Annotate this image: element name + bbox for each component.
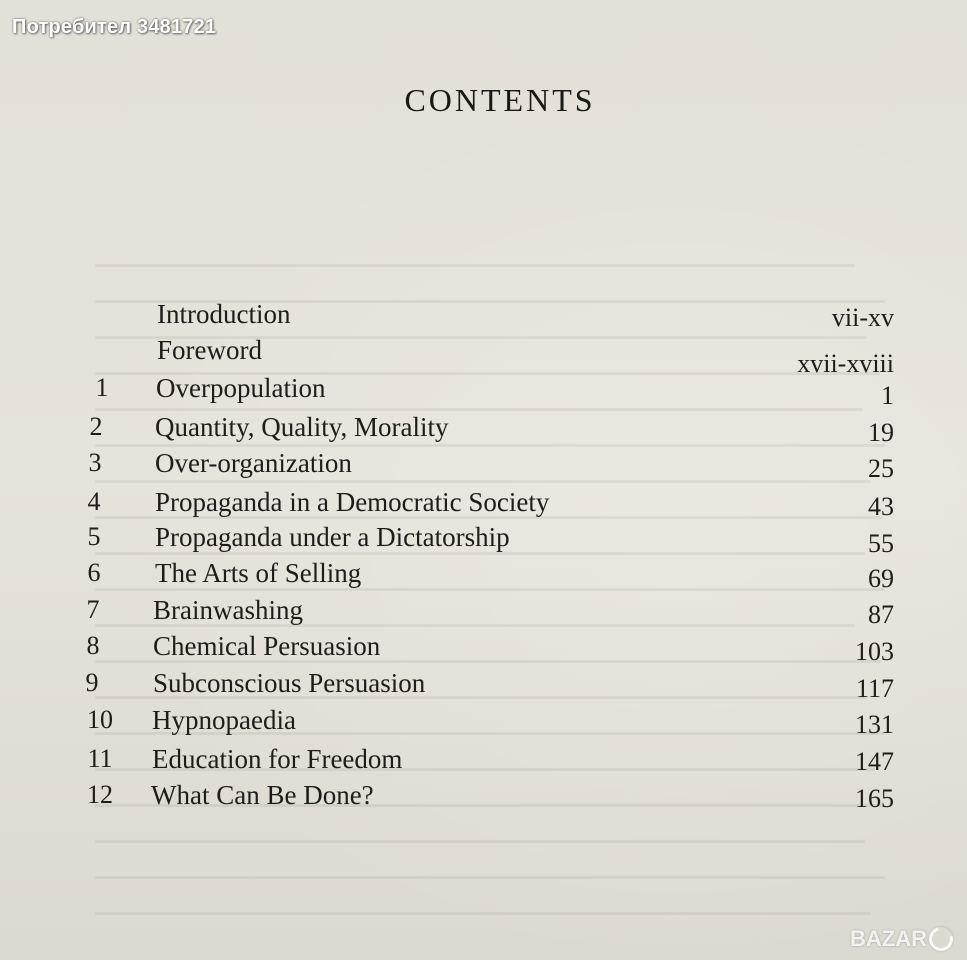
chapter-number: 4 xyxy=(87,487,101,516)
chapter-title: Chemical Persuasion xyxy=(153,631,381,661)
chapter-title: Hypnopaedia xyxy=(152,705,296,735)
uploader-watermark: Потребител 3481721 xyxy=(12,16,217,38)
chapter-title: Over-organization xyxy=(155,448,352,478)
chapter-number: 10 xyxy=(87,705,113,734)
chapter-title: Quantity, Quality, Morality xyxy=(155,412,449,442)
toc-row xyxy=(0,558,967,594)
toc-row xyxy=(0,448,967,484)
logo-text: BAZAR xyxy=(850,926,927,951)
chapter-title: Brainwashing xyxy=(153,595,303,625)
page-number: 147 xyxy=(855,747,894,776)
toc-row xyxy=(0,299,967,335)
chapter-number: 3 xyxy=(88,448,102,477)
page-number: 19 xyxy=(868,418,894,447)
page-number: 43 xyxy=(868,492,894,521)
toc-row xyxy=(0,487,967,523)
page-number: 131 xyxy=(855,710,894,739)
toc-row xyxy=(0,335,967,378)
toc-row xyxy=(0,522,967,558)
page-number: vii-xv xyxy=(831,303,894,332)
chapter-number: 6 xyxy=(87,558,101,587)
chapter-title: Propaganda in a Democratic Society xyxy=(155,487,550,517)
page-number: 1 xyxy=(881,381,894,410)
toc-row xyxy=(0,595,967,631)
toc-row xyxy=(0,705,967,741)
chapter-number: 9 xyxy=(85,668,99,697)
page-title: CONTENTS xyxy=(404,82,596,118)
chapter-title: The Arts of Selling xyxy=(155,558,362,588)
chapter-title: Education for Freedom xyxy=(152,744,403,774)
page-number: 117 xyxy=(855,674,894,703)
page-number: 25 xyxy=(868,454,894,483)
page-number: 165 xyxy=(855,784,894,813)
chapter-number: 2 xyxy=(89,412,103,441)
toc-row xyxy=(0,744,967,780)
page-number: 87 xyxy=(868,600,894,629)
chapter-title: What Can Be Done? xyxy=(151,780,374,810)
page-number: xvii-xviii xyxy=(797,349,894,378)
chapter-number: 7 xyxy=(86,595,100,624)
chapter-title: Foreword xyxy=(157,335,262,365)
site-logo xyxy=(850,926,953,952)
chapter-number: 12 xyxy=(87,780,113,809)
toc-row xyxy=(0,780,967,816)
logo-arc-icon xyxy=(925,923,958,956)
chapter-title: Subconscious Persuasion xyxy=(153,668,426,698)
toc-row xyxy=(0,631,967,667)
page-number: 55 xyxy=(868,529,894,558)
toc-row xyxy=(0,412,967,448)
page-number: 69 xyxy=(868,564,894,593)
toc-row xyxy=(0,668,967,704)
chapter-title: Overpopulation xyxy=(156,373,326,403)
chapter-number: 1 xyxy=(95,373,109,402)
chapter-number: 11 xyxy=(87,744,113,773)
chapter-title: Propaganda under a Dictatorship xyxy=(155,522,510,552)
chapter-number: 8 xyxy=(86,631,100,660)
chapter-number: 5 xyxy=(87,522,101,551)
page-number: 103 xyxy=(855,637,894,666)
toc-row xyxy=(0,373,967,409)
chapter-title: Introduction xyxy=(157,299,291,329)
